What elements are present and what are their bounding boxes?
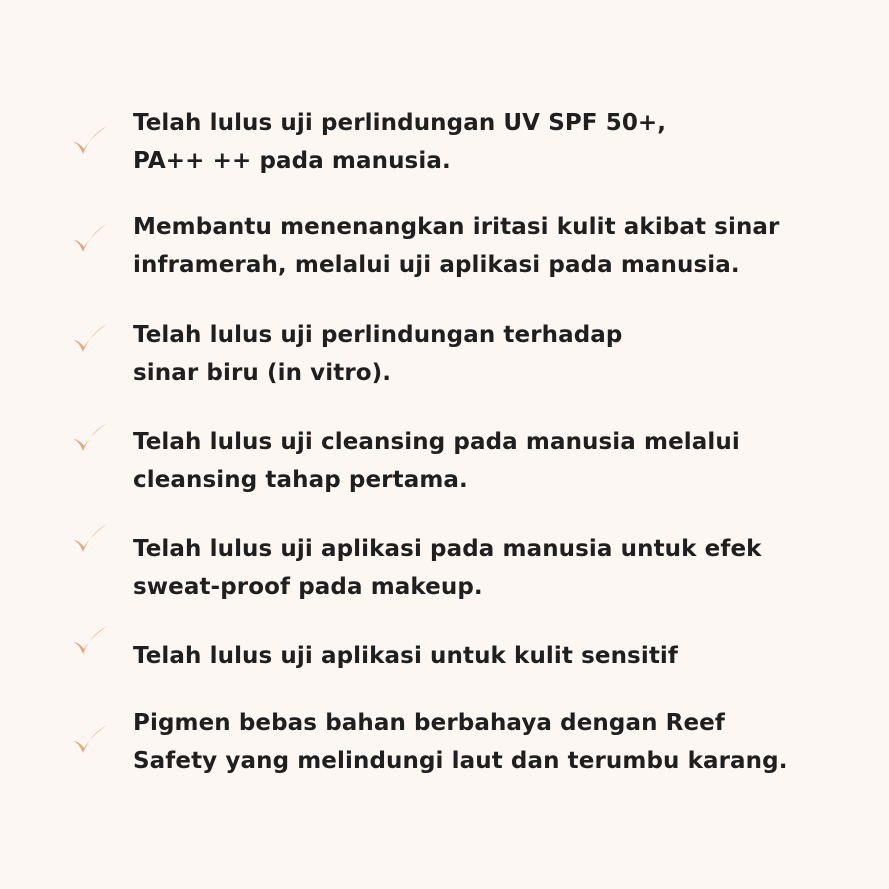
benefit-1-line-1: Telah lulus uji perlindungan UV SPF 50+, xyxy=(133,110,667,136)
checkmark-icon xyxy=(70,723,110,757)
checkmark-icon xyxy=(70,124,110,158)
benefit-3-line-2: sinar biru (in vitro). xyxy=(133,360,392,386)
benefit-2-line-1: Membantu menenangkan iritasi kulit akibat sinar xyxy=(133,214,780,240)
benefit-4-line-2: cleansing tahap pertama. xyxy=(133,467,468,493)
benefit-2-line-2: inframerah, melalui uji aplikasi pada manusia. xyxy=(133,252,740,278)
checkmark-icon xyxy=(70,222,110,256)
benefit-1-line-2: PA++ ++ pada manusia. xyxy=(133,148,451,174)
benefit-3-line-1: Telah lulus uji perlindungan terhadap xyxy=(133,322,623,348)
benefit-7-line-2: Safety yang melindungi laut dan terumbu karang. xyxy=(133,748,788,774)
checkmark-icon xyxy=(70,322,110,356)
benefit-4-line-1: Telah lulus uji cleansing pada manusia melalui xyxy=(133,429,740,455)
checkmark-icon xyxy=(70,624,110,658)
benefit-5-line-1: Telah lulus uji aplikasi pada manusia untuk efek xyxy=(133,536,762,562)
checkmark-icon xyxy=(70,522,110,556)
checkmark-icon xyxy=(70,421,110,455)
benefit-7-line-1: Pigmen bebas bahan berbahaya dengan Reef xyxy=(133,710,725,736)
benefit-5-line-2: sweat-proof pada makeup. xyxy=(133,574,483,600)
benefit-6-line-1: Telah lulus uji aplikasi untuk kulit sensitif xyxy=(133,643,679,669)
